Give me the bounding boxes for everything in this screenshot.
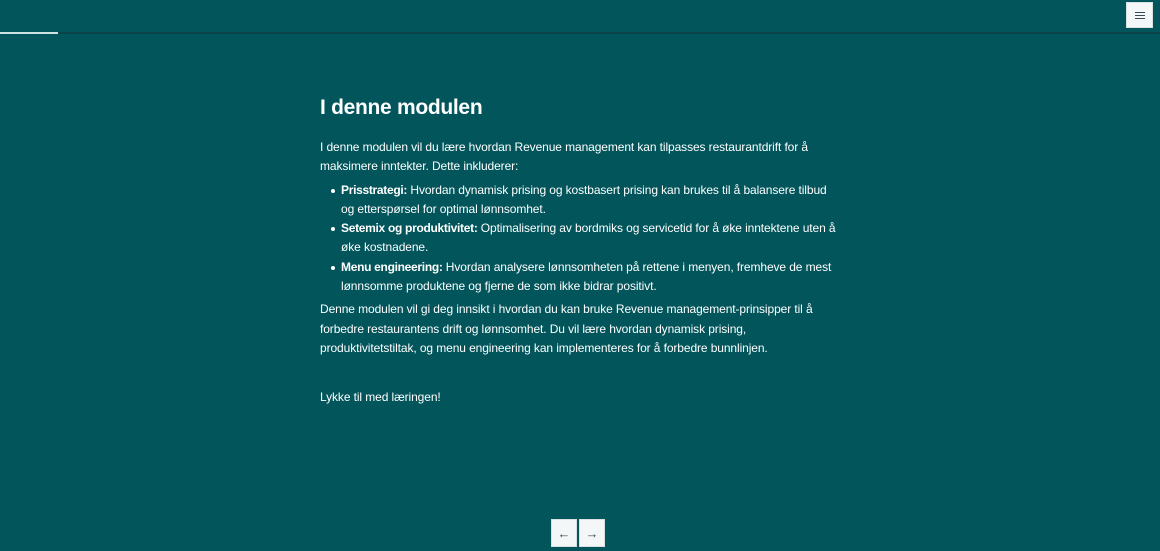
- menu-button[interactable]: [1126, 2, 1153, 28]
- summary-paragraph: Denne modulen vil gi deg innsikt i hvordan du kan bruke Revenue management-prinsipper til å forbedre restaurantens drift og lønnsomhet. Du vil lære hvordan dynamisk prising, produktivitetstiltak, og menu engineering kan implementeres for å forbedre bunnlinjen.: [320, 302, 813, 355]
- list-item-text: Optimalisering av bordmiks og servicetid for å øke inntektene uten å øke kostnadene.: [341, 221, 836, 255]
- list-item: [320, 181, 840, 220]
- arrow-left-icon: ←: [557, 525, 571, 541]
- module-content: [320, 94, 840, 408]
- navigation-controls: [551, 519, 605, 547]
- list-item-term: Prisstrategi:: [341, 182, 408, 197]
- intro-paragraph: I denne modulen vil du lære hvordan Revenue management kan tilpasses restaurantdrift for å maksimere inntekter. Dette inkluderer:: [320, 140, 808, 174]
- arrow-right-icon: →: [585, 525, 599, 541]
- topics-list: [320, 181, 840, 297]
- page-title: I denne modulen: [320, 96, 483, 119]
- list-item-text: Hvordan dynamisk prising og kostbasert prising kan brukes til å balansere tilbud og etterspørsel for optimal lønnsomhet.: [341, 182, 827, 216]
- list-item: [320, 258, 840, 297]
- list-item-term: Menu engineering:: [341, 259, 443, 274]
- progress-bar-fill: [0, 32, 58, 34]
- list-item-text: Hvordan analysere lønnsomheten på rettene i menyen, fremheve de mest lønnsomme produktene og fjerne de som ikke bidrar positivt.: [341, 259, 832, 294]
- previous-button[interactable]: [551, 519, 577, 547]
- hamburger-menu-icon: [1135, 12, 1145, 19]
- top-bar: [0, 0, 1160, 34]
- closing-text: Lykke til med læringen!: [320, 390, 441, 405]
- next-button[interactable]: [579, 519, 605, 547]
- list-item-term: Setemix og produktivitet:: [341, 221, 478, 236]
- progress-bar: [0, 32, 1160, 34]
- list-item: [320, 219, 840, 258]
